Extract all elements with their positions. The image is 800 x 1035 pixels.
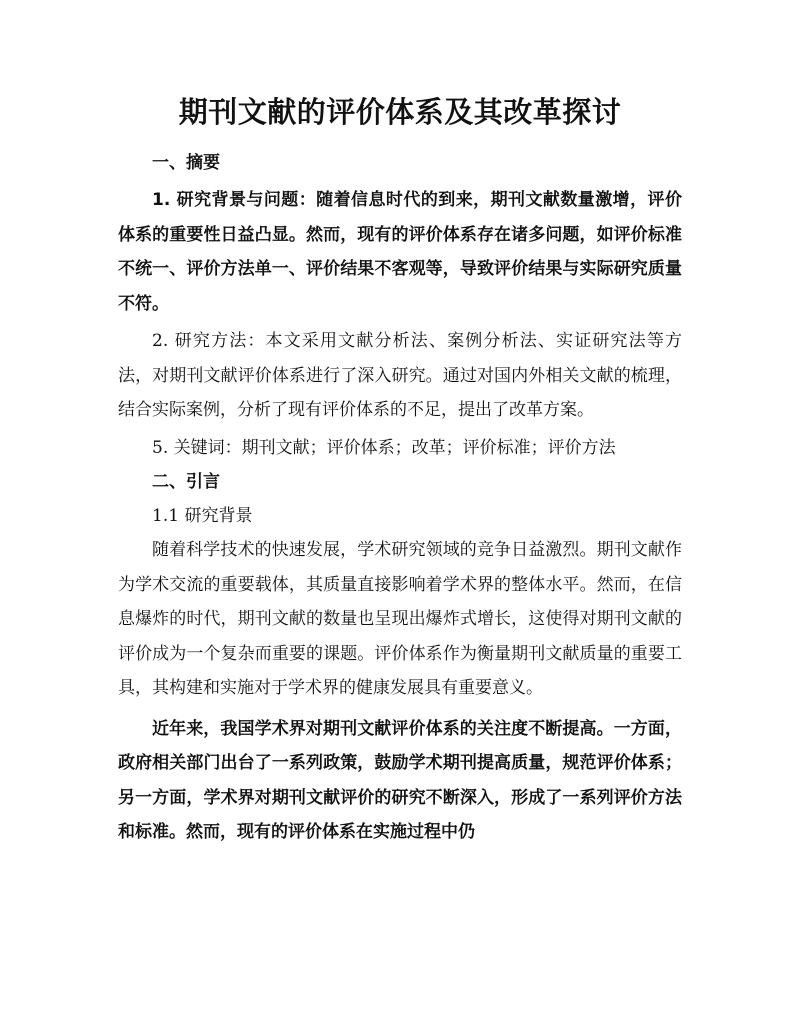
document-title: 期刊文献的评价体系及其改革探讨 [178,95,622,129]
abstract-heading: 一、摘要 [152,153,220,173]
document-body [118,146,682,850]
abstract-item-keywords: 5. 关键词：期刊文献；评价体系；改革；评价标准；评价方法 [152,437,616,458]
intro-subheading: 1.1 研究背景 [152,506,253,526]
abstract-item-method: 2. 研究方法：本文采用文献分析法、案例分析法、实证研究法等方法，对期刊文献评价体系进行了深入研究。通过对国内外相关文献的梳理，结合实际案例，分析了现有评价体系的不足，提出了改革方案。 [118,331,682,420]
abstract-item-background: 1. 研究背景与问题：随着信息时代的到来，期刊文献数量激增，评价体系的重要性日益凸显。然而，现有的评价体系存在诸多问题，如评价标准不统一、评价方法单一、评价结果不客观等，导致评价结果与实际研究质量不符。 [118,190,682,314]
intro-paragraph: 随着科学技术的快速发展，学术研究领域的竞争日益激烈。期刊文献作为学术交流的重要载体，其质量直接影响着学术界的整体水平。然而，在信息爆炸的时代，期刊文献的数量也呈现出爆炸式增长，这使得对期刊文献的评价成为一个复杂而重要的课题。评价体系作为衡量期刊文献质量的重要工具，其构建和实施对于学术界的健康发展具有重要意义。 [118,540,682,698]
intro-paragraph-bold: 近年来，我国学术界对期刊文献评价体系的关注度不断提高。一方面，政府相关部门出台了一系列政策，鼓励学术期刊提高质量，规范评价体系；另一方面，学术界对期刊文献评价的研究不断深入，形成了一系列评价方法和标准。然而，现有的评价体系在实施过程中仍 [118,718,682,842]
intro-heading: 二、引言 [152,472,220,492]
